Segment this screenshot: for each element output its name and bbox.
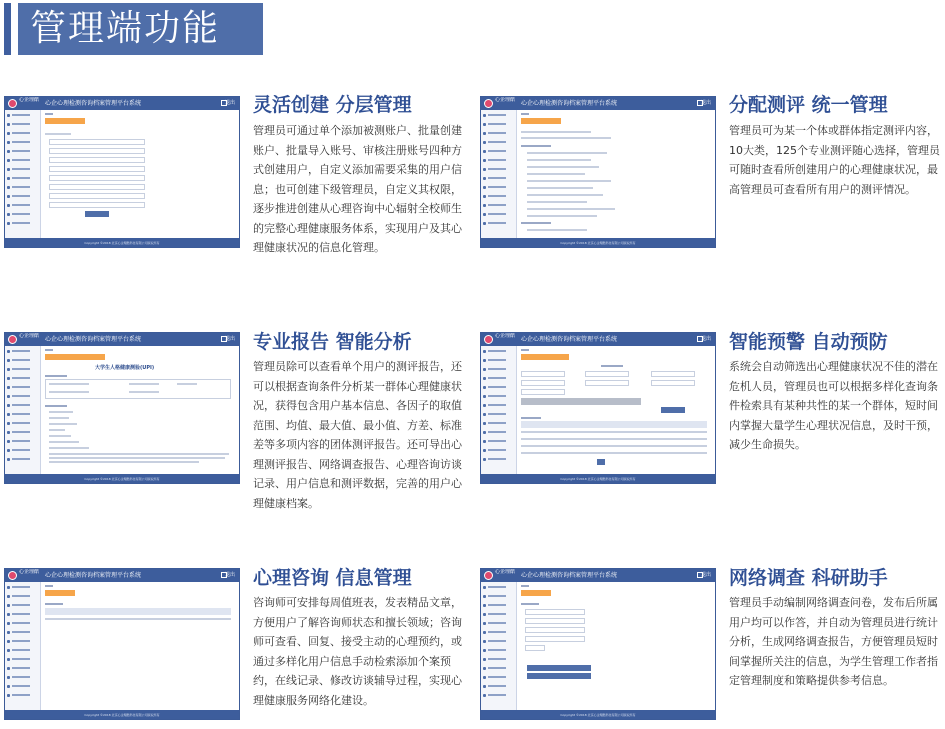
exit-button[interactable]: 退出	[224, 572, 235, 578]
sidebar-item[interactable]	[5, 646, 40, 654]
sidebar-item[interactable]	[5, 637, 40, 645]
sidebar-item[interactable]	[5, 410, 40, 418]
tab-active[interactable]	[45, 354, 105, 360]
sidebar-item[interactable]	[481, 628, 516, 636]
exit-button[interactable]: 退出	[700, 100, 711, 106]
app-topbar	[5, 569, 239, 582]
sidebar-item[interactable]	[481, 120, 516, 128]
sidebar-item[interactable]	[5, 374, 40, 382]
sidebar-item[interactable]	[5, 120, 40, 128]
sidebar-item[interactable]	[5, 437, 40, 445]
screenshot-survey	[480, 568, 716, 720]
sidebar-item[interactable]	[5, 111, 40, 119]
sidebar-item[interactable]	[481, 419, 516, 427]
sidebar-item[interactable]	[481, 601, 516, 609]
sidebar-item[interactable]	[5, 691, 40, 699]
sidebar-item[interactable]	[481, 610, 516, 618]
feature-description: 管理员可通过单个添加被测账户、批量创建账户、批量导入账号、审核注册账号四种方式创建用户，自定义添加需要采集的用户信息；也可创建下级管理员，自定义其权限，逐步推进创建从心理咨询中心辐射全校师生的完整心理健康服务体系，实现用户及其心理健康状况的信息化管理。	[253, 124, 462, 254]
footer-copyright: Copyright ©2018 北京心企理酷科技有限公司版权所有	[560, 241, 636, 245]
report-area	[45, 363, 235, 471]
header-accent-bar	[4, 3, 11, 55]
sidebar-item[interactable]	[5, 383, 40, 391]
sidebar-item[interactable]	[481, 129, 516, 137]
feature-description: 系统会自动筛选出心理健康状况不佳的潜在危机人员，管理员也可以根据多样化查询条件检索具有某种共性的某一个群体，短时间内掌握大量学生心理状况信息，及时干预，减少生命损失。	[729, 360, 938, 451]
sidebar-item[interactable]	[481, 428, 516, 436]
sidebar-item[interactable]	[481, 201, 516, 209]
app-brand: 心企理酷	[495, 97, 516, 103]
logo-icon	[8, 335, 17, 344]
sidebar-item[interactable]	[481, 111, 516, 119]
sidebar-item[interactable]	[481, 691, 516, 699]
logo-icon	[484, 571, 493, 580]
logo-icon	[8, 571, 17, 580]
app-sidebar	[481, 346, 517, 475]
exit-button[interactable]: 退出	[224, 100, 235, 106]
query-field[interactable]	[651, 371, 695, 377]
sidebar-item[interactable]	[481, 219, 516, 227]
sidebar-item[interactable]	[481, 356, 516, 364]
sidebar-item[interactable]	[5, 673, 40, 681]
feature-description: 管理员可为某一个体或群体指定测评内容，10大类，125个专业测评随心选择，管理员可随时查看所创建用户的心理健康状况，最高管理员可查看所有用户的测评情况。	[729, 124, 940, 196]
tab-active[interactable]	[521, 590, 551, 596]
sidebar-item[interactable]	[5, 455, 40, 463]
sidebar-item[interactable]	[5, 129, 40, 137]
app-footer	[5, 474, 239, 483]
app-topbar	[5, 97, 239, 110]
app-title: 心企心理检测咨询档案管理平台系统	[521, 100, 618, 107]
app-title: 心企心理检测咨询档案管理平台系统	[521, 336, 618, 343]
sidebar-item[interactable]	[481, 383, 516, 391]
survey-secondary-button[interactable]	[527, 673, 591, 679]
app-brand: 心企理酷	[495, 333, 516, 339]
tab-active[interactable]	[521, 354, 569, 360]
page-title: 管理端功能	[30, 8, 221, 49]
footer-copyright: Copyright ©2018 北京心企理酷科技有限公司版权所有	[560, 477, 636, 481]
exit-button[interactable]: 退出	[224, 336, 235, 342]
sidebar-item[interactable]	[5, 401, 40, 409]
sidebar-item[interactable]	[5, 446, 40, 454]
sidebar-item[interactable]	[481, 183, 516, 191]
breadcrumb	[45, 349, 53, 351]
sidebar-item[interactable]	[481, 455, 516, 463]
query-field[interactable]	[585, 371, 629, 377]
submit-button[interactable]	[85, 211, 109, 217]
app-footer	[5, 710, 239, 719]
screenshot-assign-tests	[480, 96, 716, 248]
sidebar-item[interactable]	[481, 410, 516, 418]
app-title: 心企心理检测咨询档案管理平台系统	[45, 572, 142, 579]
form-field[interactable]	[49, 202, 145, 208]
query-area	[521, 363, 711, 471]
sidebar-item[interactable]	[5, 365, 40, 373]
feature-title: 灵活创建 分层管理	[253, 94, 412, 116]
tab-active[interactable]	[45, 590, 75, 596]
sidebar-item[interactable]	[481, 165, 516, 173]
search-button[interactable]	[661, 407, 685, 413]
sidebar-item[interactable]	[5, 610, 40, 618]
form-field[interactable]	[49, 148, 145, 154]
feature-title: 专业报告 智能分析	[253, 331, 412, 353]
app-brand: 心企理酷	[19, 97, 40, 103]
sidebar-item[interactable]	[5, 192, 40, 200]
app-title: 心企心理检测咨询档案管理平台系统	[45, 100, 142, 107]
sidebar-item[interactable]	[481, 401, 516, 409]
survey-field[interactable]	[525, 618, 585, 624]
breadcrumb	[45, 585, 53, 587]
survey-form	[521, 599, 711, 707]
sidebar-item[interactable]	[5, 201, 40, 209]
app-footer	[481, 238, 715, 247]
app-title: 心企心理检测咨询档案管理平台系统	[45, 336, 142, 343]
feature-description: 咨询师可安排每周值班表，发表精品文章，方便用户了解咨询师状态和擅长领域；咨询师可查看、回复、接受主动的心理预约，或通过多样化用户信息手动检索添加个案预约，在线记录、修改访谈辅导过程，实现心理健康服务网络化建设。	[253, 596, 462, 707]
sidebar-item[interactable]	[481, 156, 516, 164]
sidebar-item[interactable]	[5, 392, 40, 400]
feature-title: 心理咨询 信息管理	[253, 567, 412, 589]
test-list	[521, 127, 711, 235]
app-topbar	[481, 333, 715, 346]
app-sidebar	[5, 346, 41, 475]
breadcrumb	[521, 349, 529, 351]
app-brand: 心企理酷	[19, 333, 40, 339]
form-field[interactable]	[49, 166, 145, 172]
sidebar-item[interactable]	[481, 374, 516, 382]
header-banner	[18, 3, 263, 55]
footer-copyright: Copyright ©2018 北京心企理酷科技有限公司版权所有	[84, 477, 160, 481]
sidebar-item[interactable]	[481, 446, 516, 454]
sidebar-item[interactable]	[5, 419, 40, 427]
sidebar-item[interactable]	[5, 655, 40, 663]
sidebar-item[interactable]	[5, 619, 40, 627]
screenshot-counseling	[4, 568, 240, 720]
form-field[interactable]	[49, 193, 145, 199]
sidebar-item[interactable]	[481, 437, 516, 445]
sidebar-item[interactable]	[481, 192, 516, 200]
sidebar-item[interactable]	[5, 347, 40, 355]
sidebar-item[interactable]	[5, 138, 40, 146]
sidebar-item[interactable]	[481, 147, 516, 155]
footer-copyright: Copyright ©2018 北京心企理酷科技有限公司版权所有	[560, 713, 636, 717]
app-brand: 心企理酷	[19, 569, 40, 575]
sidebar-item[interactable]	[481, 619, 516, 627]
sidebar-item[interactable]	[5, 628, 40, 636]
survey-field[interactable]	[525, 627, 585, 633]
sidebar-item[interactable]	[5, 219, 40, 227]
footer-copyright: Copyright ©2018 北京心企理酷科技有限公司版权所有	[84, 241, 160, 245]
sidebar-item[interactable]	[5, 356, 40, 364]
query-field[interactable]	[521, 380, 565, 386]
schedule-area	[45, 599, 235, 707]
survey-primary-button[interactable]	[527, 665, 591, 671]
sidebar-item[interactable]	[5, 156, 40, 164]
app-title: 心企心理检测咨询档案管理平台系统	[521, 572, 618, 579]
app-footer	[5, 238, 239, 247]
breadcrumb	[45, 113, 53, 115]
form-field[interactable]	[49, 157, 145, 163]
exit-button[interactable]: 退出	[700, 572, 711, 578]
app-topbar	[481, 97, 715, 110]
form-field[interactable]	[49, 184, 145, 190]
survey-field[interactable]	[525, 636, 585, 642]
sidebar-item[interactable]	[5, 583, 40, 591]
form-area	[45, 127, 235, 235]
sidebar-item[interactable]	[481, 655, 516, 663]
sidebar-item[interactable]	[5, 165, 40, 173]
feature-description: 管理员手动编制网络调查问卷，发布后所属用户均可以作答，并自动为管理员进行统计分析，生成网络调查报告，方便管理员短时间掌握所关注的信息，为学生管理工作者指定管理制度和策略提供参考信息。	[729, 596, 938, 687]
app-brand: 心企理酷	[495, 569, 516, 575]
feature-title: 智能预警 自动预防	[729, 331, 888, 353]
screenshot-create-users	[4, 96, 240, 248]
sidebar-item[interactable]	[481, 682, 516, 690]
sidebar-item[interactable]	[481, 646, 516, 654]
app-footer	[481, 710, 715, 719]
sidebar-item[interactable]	[5, 682, 40, 690]
app-footer	[481, 474, 715, 483]
sidebar-item[interactable]	[481, 392, 516, 400]
feature-title: 网络调查 科研助手	[729, 567, 888, 589]
sidebar-item[interactable]	[481, 637, 516, 645]
app-sidebar	[481, 582, 517, 711]
exit-button[interactable]: 退出	[700, 336, 711, 342]
sidebar-item[interactable]	[5, 174, 40, 182]
report-heading: 大学生人格健康测验(UPI)	[95, 365, 155, 371]
survey-field[interactable]	[525, 645, 545, 651]
sidebar-item[interactable]	[481, 592, 516, 600]
sidebar-item[interactable]	[481, 365, 516, 373]
query-field[interactable]	[651, 380, 695, 386]
feature-title: 分配测评 统一管理	[729, 94, 888, 116]
pager[interactable]	[597, 459, 605, 465]
screenshot-warning	[480, 332, 716, 484]
app-topbar	[5, 333, 239, 346]
sidebar-item[interactable]	[481, 664, 516, 672]
form-field[interactable]	[49, 139, 145, 145]
sidebar-item[interactable]	[5, 147, 40, 155]
survey-field[interactable]	[525, 609, 585, 615]
footer-copyright: Copyright ©2018 北京心企理酷科技有限公司版权所有	[84, 713, 160, 717]
sidebar-item[interactable]	[5, 664, 40, 672]
app-topbar	[481, 569, 715, 582]
sidebar-item[interactable]	[481, 210, 516, 218]
sidebar-item[interactable]	[481, 138, 516, 146]
sidebar-item[interactable]	[5, 183, 40, 191]
app-sidebar	[5, 582, 41, 711]
sidebar-item[interactable]	[5, 428, 40, 436]
form-field[interactable]	[49, 175, 145, 181]
breadcrumb	[521, 585, 529, 587]
tab-active[interactable]	[45, 118, 85, 124]
feature-description: 管理员除可以查看单个用户的测评报告，还可以根据查询条件分析某一群体心理健康状况，获得包含用户基本信息、各因子的取值范围、均值、最大值、最小值、方差、标准差等多项内容的团体测评报告。还可导出心理测评报告、网络调查报告、心理咨询访谈记录、用户信息和测评数据，完善的用户心理健康档案。	[253, 360, 462, 510]
query-field[interactable]	[521, 389, 565, 395]
sidebar-item[interactable]	[5, 592, 40, 600]
sidebar-item[interactable]	[5, 601, 40, 609]
app-sidebar	[5, 110, 41, 239]
screenshot-report	[4, 332, 240, 484]
sidebar-item[interactable]	[481, 583, 516, 591]
breadcrumb	[521, 113, 529, 115]
logo-icon	[484, 99, 493, 108]
tab-active[interactable]	[521, 118, 561, 124]
sidebar-item[interactable]	[481, 347, 516, 355]
sidebar-item[interactable]	[481, 174, 516, 182]
logo-icon	[8, 99, 17, 108]
sidebar-item[interactable]	[481, 673, 516, 681]
sidebar-item[interactable]	[5, 210, 40, 218]
app-sidebar	[481, 110, 517, 239]
query-field[interactable]	[585, 380, 629, 386]
query-field[interactable]	[521, 371, 565, 377]
logo-icon	[484, 335, 493, 344]
